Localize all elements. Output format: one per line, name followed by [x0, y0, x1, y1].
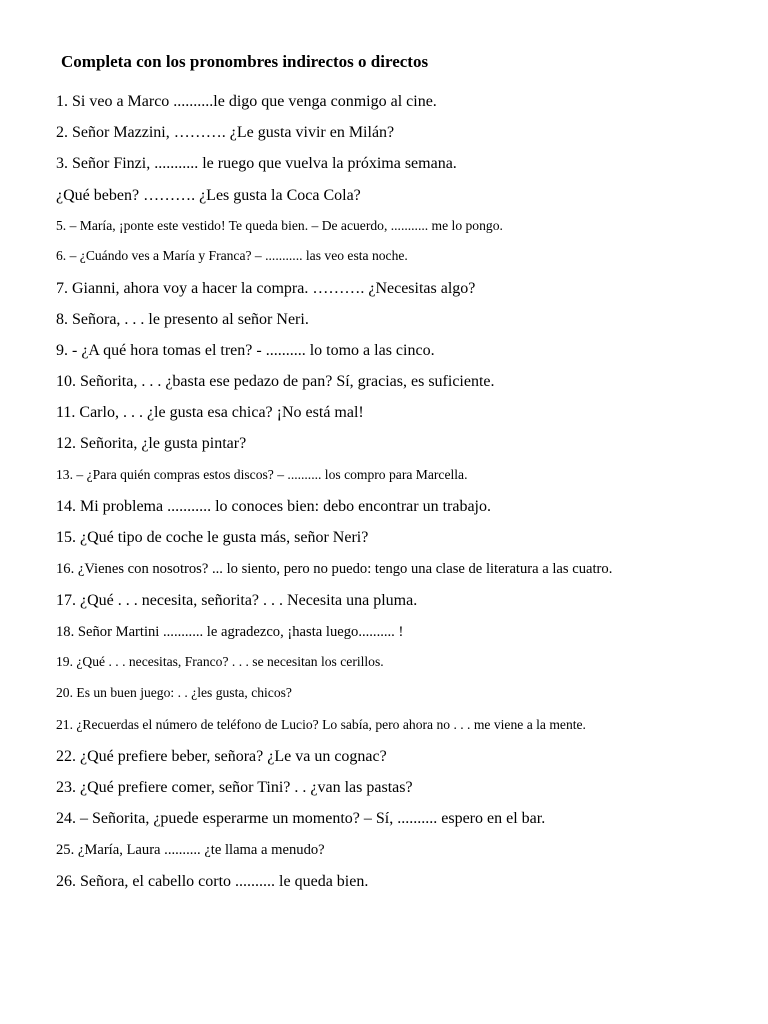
- exercise-line-2: 2. Señor Mazzini, ………. ¿Le gusta vivir en Milán?: [56, 124, 395, 141]
- exercise-line-6: 6. – ¿Cuándo ves a María y Franca? – ........... las veo esta noche.: [56, 248, 408, 263]
- exercise-line-1: 1. Si veo a Marco ..........le digo que venga conmigo al cine.: [56, 93, 437, 110]
- exercise-line-7: 7. Gianni, ahora voy a hacer la compra. ………. ¿Necesitas algo?: [56, 280, 476, 297]
- exercise-line-24: 24. – Señorita, ¿puede esperarme un momento? – Sí, .......... espero en el bar.: [56, 810, 546, 827]
- exercise-line-10: 10. Señorita, . . . ¿basta ese pedazo de pan? Sí, gracias, es suficiente.: [56, 373, 495, 390]
- exercise-line-21: 21. ¿Recuerdas el número de teléfono de Lucio? Lo sabía, pero ahora no . . . me viene a la mente.: [56, 717, 586, 732]
- exercise-line-19: 19. ¿Qué . . . necesitas, Franco? . . . se necesitan los cerillos.: [56, 654, 384, 669]
- exercise-line-15: 15. ¿Qué tipo de coche le gusta más, señor Neri?: [56, 529, 369, 546]
- exercise-line-18: 18. Señor Martini ........... le agradezco, ¡hasta luego.......... !: [56, 624, 404, 640]
- exercise-line-16: 16. ¿Vienes con nosotros? ... lo siento, pero no puedo: tengo una clase de literatura a las cuatro.: [56, 561, 613, 577]
- exercise-line-9: 9. - ¿A qué hora tomas el tren? - .......... lo tomo a las cinco.: [56, 342, 435, 359]
- exercise-line-8: 8. Señora, . . . le presento al señor Neri.: [56, 311, 309, 328]
- exercise-line-23: 23. ¿Qué prefiere comer, señor Tini? . . ¿van las pastas?: [56, 779, 413, 796]
- exercise-line-14: 14. Mi problema ........... lo conoces bien: debo encontrar un trabajo.: [56, 498, 491, 515]
- exercise-line-13: 13. – ¿Para quién compras estos discos? – .......... los compro para Marcella.: [56, 467, 468, 482]
- exercise-line-17: 17. ¿Qué . . . necesita, señorita? . . . Necesita una pluma.: [56, 592, 418, 609]
- exercise-line-20: 20. Es un buen juego: . . ¿les gusta, chicos?: [56, 685, 292, 700]
- exercise-line-26: 26. Señora, el cabello corto .......... le queda bien.: [56, 873, 369, 890]
- exercise-line-4: ¿Qué beben? ………. ¿Les gusta la Coca Cola?: [56, 187, 361, 204]
- exercise-line-25: 25. ¿María, Laura .......... ¿te llama a menudo?: [56, 842, 325, 858]
- exercise-line-12: 12. Señorita, ¿le gusta pintar?: [56, 435, 247, 452]
- exercise-line-11: 11. Carlo, . . . ¿le gusta esa chica? ¡No está mal!: [56, 404, 364, 421]
- worksheet-title: Completa con los pronombres indirectos o directos: [61, 52, 429, 71]
- exercise-line-3: 3. Señor Finzi, ........... le ruego que vuelva la próxima semana.: [56, 155, 457, 172]
- exercise-line-5: 5. – María, ¡ponte este vestido! Te queda bien. – De acuerdo, ........... me lo pongo.: [56, 218, 503, 233]
- exercise-line-22: 22. ¿Qué prefiere beber, señora? ¿Le va un cognac?: [56, 748, 387, 765]
